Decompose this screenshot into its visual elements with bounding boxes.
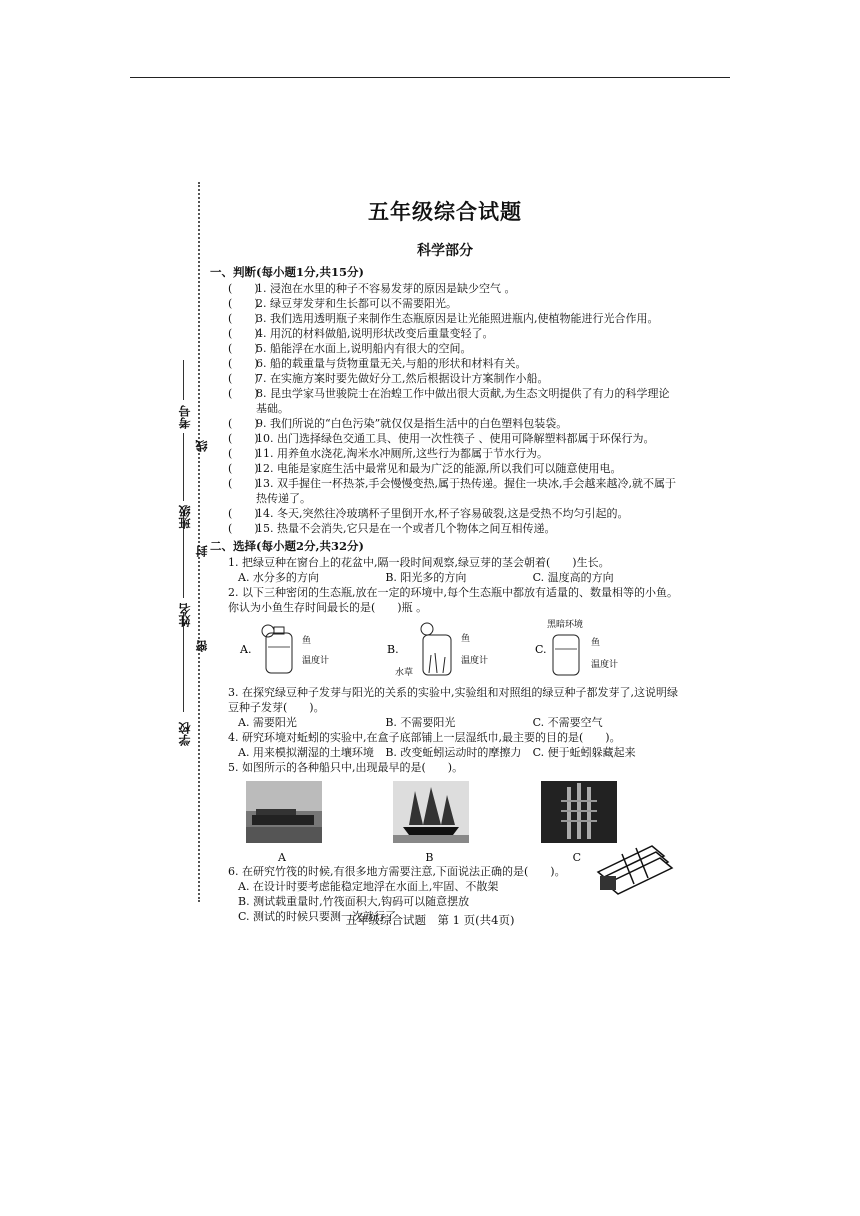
sun-icon	[421, 623, 433, 635]
tf-question	[210, 461, 680, 476]
bottle-b-figure	[385, 619, 532, 681]
answer-blank[interactable]: ( )	[228, 507, 259, 520]
tf-question	[210, 416, 680, 431]
bottle-c-icon	[553, 635, 579, 675]
bottle-a-icon	[266, 633, 292, 673]
answer-blank[interactable]: ( )	[228, 357, 259, 370]
ship-label-c[interactable]: C	[572, 851, 582, 864]
answer-blank[interactable]: ( )	[228, 312, 259, 325]
sun-icon	[262, 625, 274, 637]
fig-b-label: B.	[387, 643, 399, 656]
tf-question-text: 7. 在实施方案时要先做好分工,然后根据设计方案制作小船。	[256, 372, 549, 385]
tf-question	[210, 386, 680, 416]
binding-name-label: 姓名	[178, 603, 192, 627]
q3-option-b[interactable]: B. 不需要阳光	[385, 716, 456, 729]
q6-option-c[interactable]: C. 测试的时候只要测一次就行了	[238, 910, 397, 923]
school-fill-line	[183, 612, 184, 712]
answer-blank[interactable]: ( )	[228, 477, 259, 490]
weight-icon	[600, 876, 616, 890]
q2-text: 2. 以下三种密闭的生态瓶,放在一定的环境中,每个生态瓶中都放有适量的、数量相等的小鱼。你认为小鱼生存时间最长的是( )瓶 。	[228, 586, 678, 614]
section-title: 科学部分	[417, 243, 473, 259]
tf-question-text: 4. 用沉的材料做船,说明形状改变后重量变轻了。	[256, 327, 494, 340]
tf-question-text: 5. 船能浮在水面上,说明船内有很大的空间。	[256, 342, 472, 355]
q4-option-c[interactable]: C. 便于蚯蚓躲藏起来	[532, 746, 636, 759]
answer-blank[interactable]: ( )	[228, 387, 259, 400]
fig-a-thermo: 温度计	[302, 656, 330, 666]
answer-blank[interactable]: ( )	[228, 462, 259, 475]
q1-options	[210, 570, 680, 585]
q6-option-b[interactable]: B. 测试载重量时,竹筏面积大,钩码可以随意摆放	[238, 895, 470, 908]
tf-question-text: 13. 双手握住一杯热茶,手会慢慢变热,属于热传递。握住一块冰,手会越来越冷,就不属于热传递了。	[256, 477, 676, 505]
binding-mi: 密	[195, 640, 209, 652]
ship-label-b[interactable]: B	[425, 851, 434, 864]
bamboo-raft-icon	[592, 832, 676, 900]
bottle-c-figure	[533, 619, 680, 681]
fig-a-label: A.	[240, 643, 252, 656]
tf-question	[210, 506, 680, 521]
tf-question	[210, 281, 680, 296]
binding-xian: 线	[195, 440, 209, 452]
tf-question	[210, 371, 680, 386]
top-rule	[130, 77, 730, 78]
answer-blank[interactable]: ( )	[228, 297, 259, 310]
tf-question	[210, 296, 680, 311]
fig-c-label: C.	[534, 643, 547, 656]
exam-sheet	[210, 190, 680, 924]
fig-b-fish: 鱼	[461, 634, 471, 644]
tf-question	[210, 326, 680, 341]
q6-text: 6. 在研究竹筏的时候,有很多地方需要注意,下面说法正确的是( )。	[228, 865, 566, 878]
exam-title: 五年级综合试题	[368, 199, 522, 224]
tf-question	[210, 521, 680, 536]
q4-options	[210, 745, 680, 760]
part1-heading: 一、判断(每小题1分,共15分)	[210, 265, 364, 279]
q1-text: 1. 把绿豆种在窗台上的花盆中,隔一段时间观察,绿豆芽的茎会朝着( )生长。	[228, 556, 610, 569]
answer-blank[interactable]: ( )	[228, 342, 259, 355]
fig-a-fish: 鱼	[302, 636, 312, 646]
answer-blank[interactable]: ( )	[228, 522, 259, 535]
tf-question-text: 8. 昆虫学家马世骏院士在治蝗工作中做出很大贡献,为生态文明提供了有力的科学理论基础。	[256, 387, 670, 415]
tf-question	[210, 431, 680, 446]
page-footer: 五年级综合试题 第 1 页(共4页)	[345, 913, 515, 927]
fig-b-thermo: 温度计	[461, 656, 489, 666]
ship-b-photo	[385, 779, 532, 851]
tf-question	[210, 356, 680, 371]
answer-blank[interactable]: ( )	[228, 282, 259, 295]
tf-question-text: 15. 热量不会消失,它只是在一个或者几个物体之间互相传递。	[256, 522, 556, 535]
tf-question-text: 6. 船的载重量与货物重量无关,与船的形状和材料有关。	[256, 357, 527, 370]
q4-text: 4. 研究环境对蚯蚓的实验中,在盒子底部铺上一层湿纸巾,最主要的目的是( )。	[228, 731, 621, 744]
class-fill-line	[183, 433, 184, 501]
tf-question-text: 1. 浸泡在水里的种子不容易发芽的原因是缺少空气 。	[256, 282, 516, 295]
q5-text: 5. 如图所示的各种船只中,出现最早的是( )。	[228, 761, 464, 774]
tf-question-text: 3. 我们选用透明瓶子来制作生态瓶原因是让光能照进瓶内,使植物能进行光合作用。	[256, 312, 659, 325]
q3-option-c[interactable]: C. 不需要空气	[532, 716, 603, 729]
answer-blank[interactable]: ( )	[228, 327, 259, 340]
q4-option-b[interactable]: B. 改变蚯蚓运动时的摩擦力	[385, 746, 522, 759]
q3-option-a[interactable]: A. 需要阳光	[238, 716, 297, 729]
q6-option-a[interactable]: A. 在设计时要考虑能稳定地浮在水面上,牢固、不散架	[238, 880, 499, 893]
tf-question-text: 2. 绿豆芽发芽和生长都可以不需要阳光。	[256, 297, 457, 310]
tf-question	[210, 446, 680, 461]
answer-blank[interactable]: ( )	[228, 432, 259, 445]
tf-question-text: 12. 电能是家庭生活中最常见和最为广泛的能源,所以我们可以随意使用电。	[256, 462, 622, 475]
q4-option-a[interactable]: A. 用来模拟潮湿的土壤环境	[238, 746, 374, 759]
binding-class-label: 班级	[178, 505, 192, 529]
tf-question	[210, 341, 680, 356]
waterweed-icon	[429, 653, 445, 673]
fig-c-fish: 鱼	[590, 638, 600, 648]
ship-label-a[interactable]: A	[278, 851, 286, 864]
fig-c-thermo: 温度计	[590, 660, 618, 670]
q1-option-c[interactable]: C. 温度高的方向	[532, 571, 614, 584]
binding-feng: 封	[195, 545, 209, 557]
tf-question	[210, 476, 680, 506]
ship-a-photo	[238, 779, 385, 851]
fig-b-grass: 水草	[395, 668, 414, 678]
answer-blank[interactable]: ( )	[228, 372, 259, 385]
q2-figures	[210, 619, 680, 681]
bottle-a-figure	[238, 619, 385, 681]
q1-option-b[interactable]: B. 阳光多的方向	[385, 571, 467, 584]
examno-fill-line	[183, 360, 184, 400]
tf-question-text: 14. 冬天,突然往冷玻璃杯子里倒开水,杯子容易破裂,这是受热不均匀引起的。	[256, 507, 629, 520]
part2-heading: 二、选择(每小题2分,共32分)	[210, 539, 364, 553]
tf-question-text: 9. 我们所说的“白色污染”就仅仅是指生活中的白色塑料包装袋。	[256, 417, 568, 430]
fig-c-dark: 黑暗环境	[546, 620, 583, 630]
binding-dotted-line	[198, 182, 200, 902]
tf-question-text: 11. 用养鱼水浇花,淘米水冲厕所,这些行为都属于节水行为。	[256, 447, 548, 460]
binding-examno-label: 考号	[178, 405, 192, 429]
true-false-list	[210, 281, 680, 536]
q3-text: 3. 在探究绿豆种子发芽与阳光的关系的实验中,实验组和对照组的绿豆种子都发芽了,这说明绿豆种子发芽( )。	[228, 686, 678, 714]
tf-question	[210, 311, 680, 326]
q3-options	[210, 715, 680, 730]
answer-blank[interactable]: ( )	[228, 447, 259, 460]
q1-option-a[interactable]: A. 水分多的方向	[238, 571, 319, 584]
answer-blank[interactable]: ( )	[228, 417, 259, 430]
binding-school-label: 学校	[178, 722, 192, 746]
tf-question-text: 10. 出门选择绿色交通工具、使用一次性筷子 、使用可降解塑料都属于环保行为。	[256, 432, 655, 445]
